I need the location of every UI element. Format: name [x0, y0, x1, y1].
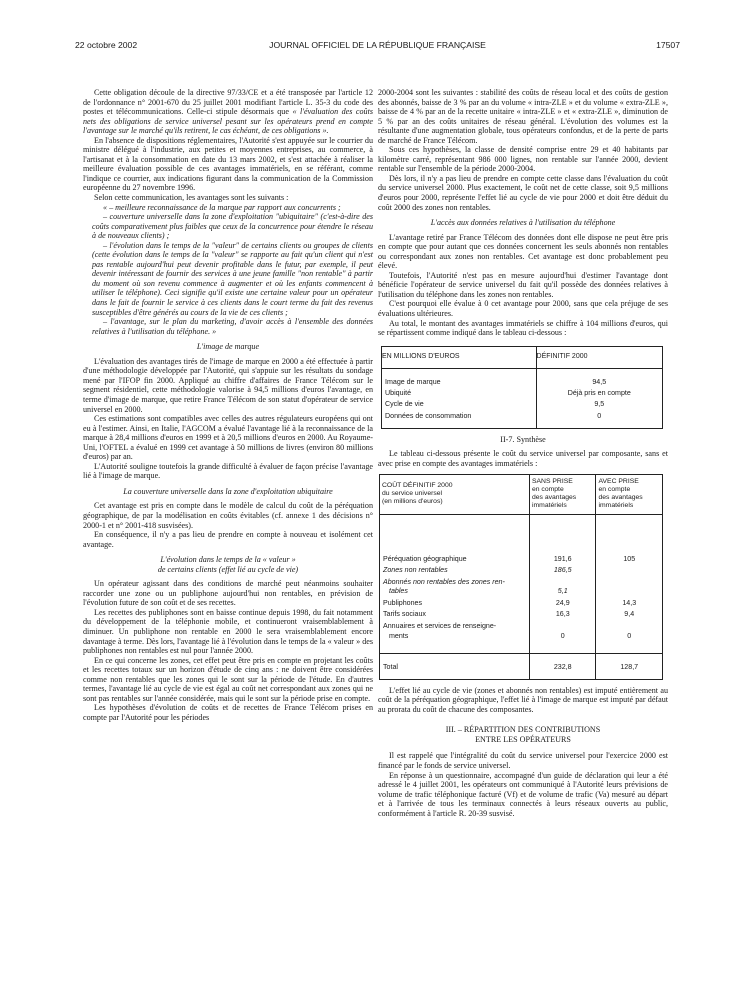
paragraph: L'Autorité souligne toutefois la grande difficulté à évaluer de façon précise l'avantage lié à l'image de marque. [83, 461, 373, 481]
row-value-sans: 24,9 [529, 598, 596, 610]
paragraph: En l'absence de dispositions réglementaires, l'Autorité s'est appuyée sur le courrier du ministre délégué à l'industrie, aux petites et moyennes entreprises, au commerce, à l'artisanat et à la consommation en date du 13 mars 2002, et s'est attachée à réaliser la meilleure évaluation possible de ces avantages immatériels, en se référant, comme l'indique ce courrier, aux indications figurant dans la communication de la Commission européenne du 27 novembre 1996. [83, 135, 373, 193]
row-value-avec: 105 [596, 514, 663, 565]
subheading-synthese: II-7. Synthèse [500, 434, 546, 444]
row-label: Publiphones [380, 598, 530, 610]
paragraph: Toutefois, l'Autorité n'est pas en mesure aujourd'hui d'estimer l'avantage dont bénéficie l'opérateur de service universel du fait qu'il possède des données relatives à l'utilisation du téléphone dans les zones non rentables. [378, 270, 668, 299]
paragraph: En réponse à un questionnaire, accompagné d'un guide de déclaration qui leur a été adressé le 4 juillet 2001, les opérateurs ont communiqué à l'Autorité leurs prévisions de volume de trafic téléphonique facturé (Vf) et de volume de trafic (Va) mesuré au départ et à l'arrivée de tous les terminaux connectés à leurs réseaux ouverts au public, conformément à l'article R. 20-39 susvisé. [378, 770, 668, 818]
right-column [378, 88, 668, 818]
paragraph: Sous ces hypothèses, la classe de densité comprise entre 29 et 40 habitants par kilomètre carré, représentant 986 000 lignes, non rentable sur l'année 2000, devient rentable sur l'ensemble de la période 2000-2004. [378, 145, 668, 174]
table-row [382, 399, 663, 410]
row-value-sans: 232,8 [529, 654, 596, 680]
row-value-avec [596, 565, 663, 577]
table-row [382, 411, 663, 429]
row-label: Données de consommation [382, 411, 537, 429]
table-header: DÉFINITIF 2000 [536, 346, 662, 368]
row-label: Ubiquité [382, 388, 537, 399]
table-row [380, 598, 663, 610]
paragraph: Ces estimations sont compatibles avec celles des autres régulateurs européens qui ont eu à l'estimer. Ainsi, en Italie, l'AGCOM a évalué l'avantage lié à la reconnaissance de la marque à 28,4 millions d'euros en 1999 et à 20,5 millions d'euros en 2000. Au Royaume-Uni, l'OFTEL a évalué en 1999 cet avantage à 50 millions de livres (environ 80 millions d'euros) par an. [83, 414, 373, 462]
table-row [380, 565, 663, 577]
table-row [382, 388, 663, 399]
row-value-sans: 16,3 [529, 609, 596, 621]
subheading-evolution: L'évolution dans le temps de la « valeur » de certains clients (effet lié au cycle de vie) [157, 555, 299, 574]
paragraph: Au total, le montant des avantages immatériels se chiffre à 104 millions d'euros, qui se répartissent comme indiqué dans le tableau ci-dessous : [378, 318, 668, 338]
table-row [380, 577, 663, 598]
row-value-avec: 128,7 [596, 654, 663, 680]
row-value: 9,5 [536, 399, 662, 410]
table-header: EN MILLIONS D'EUROS [382, 346, 537, 368]
subheading-couverture: La couverture universelle dans la zone d'exploitation ubiquitaire [123, 486, 333, 496]
table-header: SANS PRISE en compte des avantages immatériels [529, 474, 596, 514]
quote: « l'évaluation des coûts nets des obligations de service universel pesant sur les opérateurs prend en compte l'avantage sur le marché qu'ils retirent, le cas échéant, de ces obligations ». [83, 107, 373, 136]
row-value: Déjà pris en compte [536, 388, 662, 399]
cout-table [379, 474, 663, 680]
list-item: « – meilleure reconnaissance de la marque par rapport aux concurrents ; [103, 202, 341, 212]
list-item: – l'avantage, sur le plan du marketing, d'avoir accès à l'ensemble des données relatives à l'utilisation du téléphone. » [92, 317, 373, 336]
row-label: Annuaires et services de renseigne- ments [380, 621, 530, 654]
paragraph: L'évaluation des avantages tirés de l'image de marque en 2000 a été effectuée à partir d'une méthodologie développée par l'Autorité, qui s'appuie sur les résultats du sondage mené par l'IFOP fin 2000. Appliqué au chiffre d'affaires de France Télécom sur le segment résidentiel, cette méthodologie valorise à 94,5 millions d'euros l'avantage, en terme d'image de marque, que retire France Télécom de son statut d'opérateur de service universel en 2000. [83, 356, 373, 414]
row-label: Cycle de vie [382, 399, 537, 410]
page-number: 17507 [656, 40, 680, 50]
list-item: – couverture universelle dans la zone d'exploitation "ubiquitaire" (c'est-à-dire des coûts comparativement plus faibles que ceux de la concurrence pour étendre le réseau à de nouveaux clients) ; [92, 212, 373, 241]
paragraph: Un opérateur agissant dans des conditions de marché peut néanmoins souhaiter raccorder une zone ou un publiphone aujourd'hui non rentables, en prévision de l'évolution future de son coût et de ses recettes. [83, 579, 373, 608]
journal-title: JOURNAL OFFICIEL DE LA RÉPUBLIQUE FRANÇAISE [269, 40, 486, 50]
row-value-sans: 186,5 [529, 565, 596, 577]
row-value-sans: 191,6 [529, 514, 596, 565]
row-value: 0 [536, 411, 662, 429]
subheading-acces-donnees: L'accès aux données relatives à l'utilisation du téléphone [430, 218, 616, 228]
row-label: Image de marque [382, 368, 537, 388]
list-item: – l'évolution dans le temps de la "valeur" de certains clients ou groupes de clients (cette évolution dans le temps de la "valeur" se rapporte au fait qu'un client qui n'est pas rentable aujourd'hui peut devenir profitable dans le futur, par exemple, il peut devenir intéressant de fournir des services à une jeune famille "non rentable" à partir du moment où son revenu commence à augmenter et où les enfants commencent à utiliser le téléphone). Ceci signifie qu'il existe une certaine valeur pour un opérateur dans le fait de fournir le service à ces clients dans le court terme du fait des revenus susceptibles d'être générés au cours de la vie de ces clients ; [92, 240, 373, 317]
row-value-avec: 0 [596, 621, 663, 654]
paragraph: Cette obligation découle de la directive 97/33/CE et a été transposée par l'article 12 de l'ordonnance n° 2001-670 du 25 juillet 2001 modifiant l'article L. 35-3 du code des postes et télécommunications. Celle-ci stipule désormais que « l'évaluation des coûts nets des obligations de service universel pesant sur les opérateurs prend en compte l'avantage sur le marché qu'ils retirent, le cas échéant, de ces obligations ». [83, 88, 373, 136]
paragraph: Il est rappelé que l'intégralité du coût du service universel pour l'exercice 2000 est financé par le fonds de service universel. [378, 751, 668, 771]
table-row-total [380, 654, 663, 680]
paragraph: En ce qui concerne les zones, cet effet peut être pris en compte en projetant les coûts et les recettes totaux sur un horizon d'étude de cinq ans : ne doivent être considérées comme non rentables que les zones qui le sont sur la période de l'étude. En d'autres termes, l'avantage lié au cycle de vie est égal au coût net correspondant aux zones qui ne sont pas rentables sur l'année considérée, mais qui le sont sur la période prise en compte. [83, 655, 373, 703]
table-header: COÛT DÉFINITIF 2000 du service universel (en millions d'euros) [380, 474, 530, 514]
section-title: III. – RÉPARTITION DES CONTRIBUTIONS ENTRE LES OPÉRATEURS [445, 725, 601, 745]
row-value-avec: 9,4 [596, 609, 663, 621]
paragraph: Selon cette communication, les avantages sont les suivants : [94, 193, 289, 203]
paragraph: 2000-2004 sont les suivantes : stabilité des coûts de réseau local et des coûts de gestion des abonnés, baisse de 3 % par an du volume « intra-ZLE » et du volume « extra-ZLE », baisse de 4 % par an de la recette unitaire « intra-ZLE » et « extra-ZLE », diminution de 5 % par an des coûts unitaires de réseau général. L'évolution des volumes est la résultante d'une augmentation globale, tous opérateurs confondus, et de la perte de parts de marché de France Télécom. [378, 88, 668, 145]
table-row [380, 609, 663, 621]
table-row [382, 368, 663, 388]
paragraph: Le tableau ci-dessous présente le coût du service universel par composante, sans et avec prise en compte des avantages immatériels : [378, 449, 668, 468]
subheading-image-de-marque: L'image de marque [196, 342, 260, 352]
table-row [380, 514, 663, 565]
row-label: Zones non rentables [380, 565, 530, 577]
row-value-sans: 0 [529, 621, 596, 654]
table-header: AVEC PRISE en compte des avantages immatériels [596, 474, 663, 514]
row-label: Total [380, 654, 530, 680]
paragraph: Cet avantage est pris en compte dans le modèle de calcul du coût de la péréquation géographique, de par la modélisation en coûts évitables (cf. annexe 1 des décisions n° 2000-1 et n° 2001-418 susvisées). [83, 501, 373, 530]
row-label: Péréquation géographique [380, 514, 530, 565]
paragraph: C'est pourquoi elle évalue à 0 cet avantage pour 2000, sans que cela préjuge de ses évaluations ultérieures. [378, 299, 668, 319]
row-value-avec: 14,3 [596, 598, 663, 610]
row-label: Abonnés non rentables des zones ren- tables [380, 577, 530, 598]
paragraph: L'effet lié au cycle de vie (zones et abonnés non rentables) est imputé entièrement au coût de la péréquation géographique, l'effet lié à l'image de marque est imputé par défaut au prorata du coût de chacune des composantes. [378, 685, 668, 714]
avantages-table [381, 346, 663, 429]
paragraph: En conséquence, il n'y a pas lieu de prendre en compte à nouveau et isolément cet avantage. [83, 530, 373, 549]
row-value: 94,5 [536, 368, 662, 388]
row-label: Tarifs sociaux [380, 609, 530, 621]
page-header [75, 40, 680, 54]
table-row [380, 621, 663, 654]
header-date: 22 octobre 2002 [75, 40, 138, 50]
paragraph: L'avantage retiré par France Télécom des données dont elle dispose ne peut être pris en compte que pour autant que ces données concernent les seuls abonnés non rentables ou correspondant aux zones non rentables. Cet avantage est donc probablement peu élevé. [378, 232, 668, 271]
left-column [83, 88, 373, 722]
paragraph: Les recettes des publiphones sont en baisse continue depuis 1998, du fait notamment du développement de la téléphonie mobile, et continueront vraisemblablement à diminuer. Un publiphone non rentable en 2000 le sera vraisemblablement encore davantage à terme. Dès lors, l'avantage lié à l'évolution dans le temps de la « valeur » des publiphones non rentables est nul pour l'année 2000. [83, 607, 373, 656]
paragraph: Les hypothèses d'évolution de coûts et de recettes de France Télécom prises en compte par l'Autorité pour les périodes [83, 703, 373, 722]
paragraph: Dès lors, il n'y a pas lieu de prendre en compte cette classe dans l'évaluation du coût du service universel 2000. Plus exactement, le coût net de cette classe, soit 9,5 millions d'euros pour 2000, représente l'effet lié au cycle de vie pour 2000 et doit être déduit du coût 2000 des zones non rentables. [378, 173, 668, 212]
row-value-sans: 5,1 [529, 577, 596, 598]
row-value-avec [596, 577, 663, 598]
